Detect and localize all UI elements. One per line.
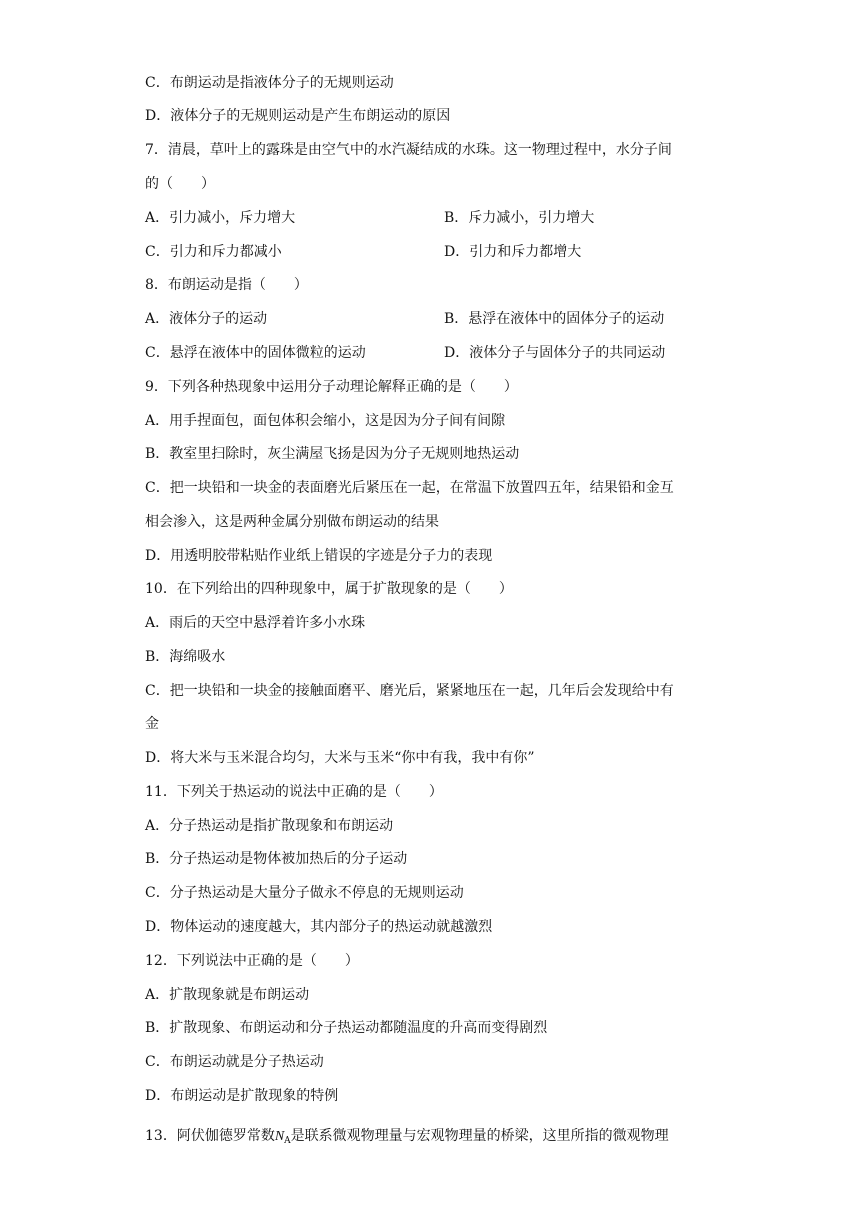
q10-option-a: A．雨后的天空中悬浮着许多小水珠 [145, 615, 366, 631]
q8-option-c: C．悬浮在液体中的固体微粒的运动 [145, 345, 366, 361]
q13-stem-prefix: 13．阿伏伽德罗常数 [145, 1128, 275, 1144]
q12-option-d: D．布朗运动是扩散现象的特例 [145, 1088, 339, 1104]
q7-option-a: A．引力减小，斥力增大 [145, 210, 296, 226]
q12-option-b: B．扩散现象、布朗运动和分子热运动都随温度的升高而变得剧烈 [145, 1020, 548, 1036]
q6-option-d: D．液体分子的无规则运动是产生布朗运动的原因 [145, 108, 451, 124]
q8-option-b: B．悬浮在液体中的固体分子的运动 [444, 311, 665, 327]
q11-option-d: D．物体运动的速度越大，其内部分子的热运动就越激烈 [145, 919, 493, 935]
q12-option-c: C．布朗运动就是分子热运动 [145, 1054, 324, 1070]
q7-option-d: D．引力和斥力都增大 [444, 244, 582, 260]
q12-option-a: A．扩散现象就是布朗运动 [145, 987, 310, 1003]
q8-option-d: D．液体分子与固体分子的共同运动 [444, 345, 666, 361]
q7-stem-line2: 的（ ） [145, 176, 215, 192]
q12-stem: 12．下列说法中正确的是（ ） [145, 953, 359, 969]
q8-option-a: A．液体分子的运动 [145, 311, 268, 327]
q9-option-d: D．用透明胶带粘贴作业纸上错误的字迹是分子力的表现 [145, 548, 493, 564]
q11-option-b: B．分子热运动是物体被加热后的分子运动 [145, 851, 408, 867]
q10-option-c-line2: 金 [145, 716, 159, 732]
q10-stem: 10．在下列给出的四种现象中，属于扩散现象的是（ ） [145, 581, 513, 597]
q10-option-b: B．海绵吸水 [145, 649, 226, 665]
q9-option-a: A．用手捏面包，面包体积会缩小，这是因为分子间有间隙 [145, 413, 506, 429]
q7-stem-line1: 7．清晨，草叶上的露珠是由空气中的水汽凝结成的水珠。这一物理过程中，水分子间 [145, 142, 672, 158]
q13-stem-suffix: 是联系微观物理量与宏观物理量的桥梁，这里所指的微观物理 [290, 1128, 669, 1144]
q11-stem: 11．下列关于热运动的说法中正确的是（ ） [145, 784, 443, 800]
q10-option-c-line1: C．把一块铅和一块金的接触面磨平、磨光后，紧紧地压在一起，几年后会发现给中有 [145, 683, 674, 699]
q8-stem: 8．布朗运动是指（ ） [145, 277, 308, 293]
q9-option-b: B．教室里扫除时，灰尘满屋飞扬是因为分子无规则地热运动 [145, 446, 520, 462]
q10-option-d: D．将大米与玉米混合均匀，大米与玉米“你中有我，我中有你” [145, 750, 535, 766]
avogadro-symbol: N [274, 1129, 285, 1144]
q7-option-c: C．引力和斥力都减小 [145, 244, 282, 260]
q11-option-a: A．分子热运动是指扩散现象和布朗运动 [145, 818, 394, 834]
q6-option-c: C．布朗运动是指液体分子的无规则运动 [145, 75, 394, 91]
q9-option-c-line1: C．把一块铅和一块金的表面磨光后紧压在一起，在常温下放置四五年，结果铅和金互 [145, 480, 674, 496]
avogadro-subscript: A [284, 1136, 291, 1146]
q7-option-b: B．斥力减小，引力增大 [444, 210, 595, 226]
q11-option-c: C．分子热运动是大量分子做永不停息的无规则运动 [145, 885, 464, 901]
q9-stem: 9．下列各种热现象中运用分子动理论解释正确的是（ ） [145, 379, 518, 395]
q13-stem-line1 [145, 1127, 669, 1145]
q9-option-c-line2: 相会渗入，这是两种金属分别做布朗运动的结果 [145, 514, 439, 530]
